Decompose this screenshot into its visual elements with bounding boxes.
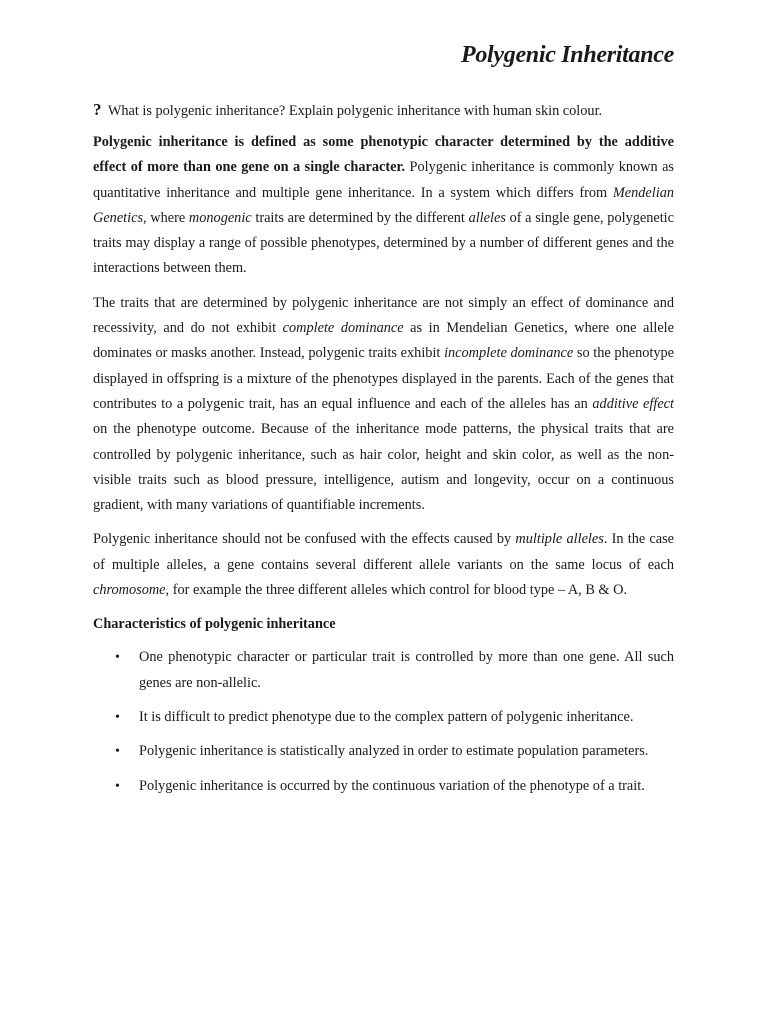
definition-bold: Polygenic inheritance is defined as some phenotypic character determined by the additive effect of more than one gene on a single character. bbox=[93, 134, 674, 176]
p2-italic-1: complete dominance bbox=[282, 320, 404, 337]
characteristics-list bbox=[93, 645, 674, 798]
p3-italic-1: multiple alleles bbox=[515, 531, 604, 548]
paragraph-definition bbox=[93, 130, 674, 282]
p2-text-1: The traits that are determined by polygenic inheritance are not simply an effect of dominance and recessivity, and do not exhibit bbox=[93, 294, 674, 337]
bullet-icon: • bbox=[115, 744, 120, 760]
paragraph-multiple-alleles bbox=[93, 527, 674, 603]
p2-text-3: so the phenotype displayed in offspring is a mixture of the phenotypes displayed in the parents. Each of the genes that contributes to a polygenic trait, has an equal influence and each of the alleles has an bbox=[93, 345, 674, 412]
p3-italic-2: chromosome bbox=[93, 582, 166, 599]
p1-italic-1: Mendelian Genetics bbox=[93, 184, 674, 226]
list-item-text: One phenotypic character or particular trait is controlled by more than one gene. All such genes are non-allelic. bbox=[139, 649, 674, 691]
section-heading: Characteristics of polygenic inheritance bbox=[93, 616, 336, 633]
bullet-icon: • bbox=[115, 650, 120, 666]
question-line bbox=[93, 97, 674, 124]
p1-text-3: traits are determined by the different bbox=[251, 209, 469, 226]
bullet-icon: • bbox=[115, 778, 120, 794]
p2-italic-3: additive effect bbox=[592, 395, 674, 412]
list-item-text: Polygenic inheritance is occurred by the continuous variation of the phenotype of a trait. bbox=[139, 777, 645, 794]
p1-text-4: of a single gene, polygenetic traits may display a range of possible phenotypes, determined by a number of different genes and the interactions between them. bbox=[93, 209, 675, 277]
p3-text-3: , for example the three different alleles which control for blood type – A, B & O. bbox=[165, 582, 628, 599]
list-item bbox=[93, 645, 674, 696]
paragraph-traits bbox=[93, 291, 674, 519]
p1-text-1: Polygenic inheritance is commonly known as quantitative inheritance and multiple gene inheritance. In a system which differs from bbox=[93, 159, 674, 201]
p1-italic-2: monogenic bbox=[188, 209, 252, 226]
p1-text-2: , where bbox=[143, 209, 189, 226]
list-item-text: It is difficult to predict phenotype due to the complex pattern of polygenic inheritance. bbox=[139, 708, 634, 725]
p1-italic-3: alleles bbox=[468, 209, 506, 226]
p3-text-2: . In the case of multiple alleles, a gene contains several different allele variants on the same locus of each bbox=[93, 531, 674, 573]
question-text: What is polygenic inheritance? Explain polygenic inheritance with human skin colour. bbox=[107, 103, 603, 119]
list-item bbox=[93, 774, 674, 799]
list-item-text: Polygenic inheritance is statistically analyzed in order to estimate population parameters. bbox=[139, 743, 649, 760]
list-item bbox=[93, 739, 674, 764]
p2-text-4: on the phenotype outcome. Because of the inheritance mode patterns, the physical traits that are controlled by polygenic inheritance, such as hair color, height and skin color, as well as the non-visible traits such as blood pressure, intelligence, autism and longevity, occur on a continuous gradient, with many variations of quantifiable increments. bbox=[93, 421, 674, 514]
p3-text-1: Polygenic inheritance should not be confused with the effects caused by bbox=[93, 531, 516, 548]
p2-italic-2: incomplete dominance bbox=[444, 345, 574, 362]
page-title: Polygenic Inheritance bbox=[460, 42, 674, 68]
question-mark: ? bbox=[93, 100, 102, 119]
bullet-icon: • bbox=[115, 709, 120, 725]
list-item bbox=[93, 705, 674, 730]
p2-text-2: as in Mendelian Genetics, where one allele dominates or masks another. Instead, polygenic traits exhibit bbox=[93, 320, 674, 362]
